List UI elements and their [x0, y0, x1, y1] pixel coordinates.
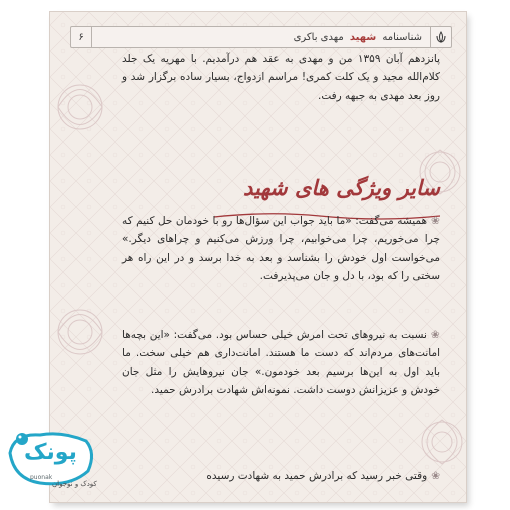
intro-paragraph — [122, 50, 440, 105]
paragraph-text: همیشه می‌گفت: «ما باید جواب این سؤال‌ها رو با خودمان حل کنیم که چرا می‌خوریم، چرا می‌خوابیم، چرا ورزش می‌کنیم و چراهای دیگر.» می‌خواست اول خودش را بشناسد و بعد به خدا برسد و در این راه هر سختی را که بود، با دل و جان می‌پذیرفت. — [122, 215, 440, 282]
header-title — [286, 32, 430, 43]
flower-bullet-icon: ❀ — [430, 329, 440, 341]
page-number: ۶ — [71, 27, 92, 47]
emblem-icon — [430, 27, 451, 47]
paragraph-3 — [122, 467, 440, 485]
page-header — [70, 26, 452, 48]
logo-word: پونک — [24, 440, 77, 465]
book-title: شناسنامه — [382, 31, 422, 43]
intro-text: پانزدهم آبان ۱۳۵۹ من و مهدی به عقد هم درآمدیم. با مهریه یک جلد کلام‌الله مجید و یک کلت کمری! مراسم ازدواج، بسیار ساده برگزار شد و روز بعد مهدی به جبهه رفت. — [122, 53, 440, 102]
book-page — [50, 12, 466, 502]
paragraph-1 — [122, 212, 440, 285]
logo-latin: puonak — [30, 474, 53, 481]
flower-bullet-icon: ❀ — [431, 470, 440, 482]
paragraph-2 — [122, 326, 440, 399]
flower-bullet-icon: ❀ — [431, 215, 440, 227]
book-title-accent: شهید — [349, 31, 377, 43]
section-title: سایر ویژگی های شهید — [243, 175, 440, 200]
paragraph-text: وقتی خبر رسید که برادرش حمید به شهادت رسیده — [206, 470, 428, 482]
subject-name: مهدی باکری — [293, 31, 344, 43]
logo-subtitle: کودک و نوجوان — [52, 480, 97, 488]
paragraph-text: نسبت به نیروهای تحت امرش خیلی حساس بود. می‌گفت: «این بچه‌ها امانت‌های مردم‌اند که دست ما هستند. امانت‌داری هم خیلی سخت. ما باید اول به این‌ها برسیم بعد خودمون.» جان نیروهایش را مثل جان خودش و عزیزانش دوست داشت. نمونه‌اش شهادت برادرش حمید. — [122, 329, 440, 396]
